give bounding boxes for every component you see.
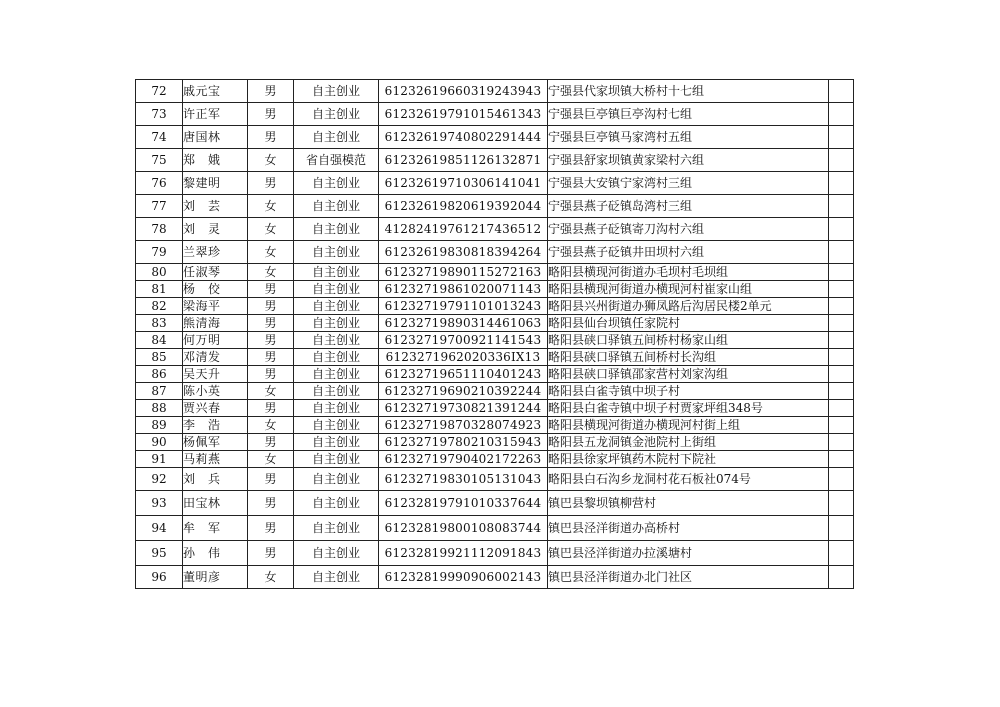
cell-row-number: 73 <box>136 103 183 126</box>
cell-person-name: 李 浩 <box>183 417 248 434</box>
cell-remarks <box>829 566 854 589</box>
cell-person-name: 唐国林 <box>183 126 248 149</box>
cell-id-number: 61232719690210392244 <box>379 383 548 400</box>
cell-remarks <box>829 400 854 417</box>
cell-remarks <box>829 349 854 366</box>
cell-remarks <box>829 434 854 451</box>
cell-row-number: 80 <box>136 264 183 281</box>
cell-gender: 男 <box>248 332 294 349</box>
table-row <box>136 566 854 589</box>
cell-gender: 男 <box>248 468 294 491</box>
cell-address: 略阳县横现河街道办横现河村崔家山组 <box>548 281 829 298</box>
cell-category: 自主创业 <box>294 195 379 218</box>
cell-category: 自主创业 <box>294 349 379 366</box>
cell-address: 略阳县兴州街道办狮凤路后沟居民楼2单元 <box>548 298 829 315</box>
cell-row-number: 74 <box>136 126 183 149</box>
cell-row-number: 89 <box>136 417 183 434</box>
cell-category: 自主创业 <box>294 332 379 349</box>
cell-row-number: 79 <box>136 241 183 264</box>
table-row <box>136 241 854 264</box>
cell-person-name: 刘 芸 <box>183 195 248 218</box>
cell-gender: 女 <box>248 149 294 172</box>
cell-person-name: 贾兴春 <box>183 400 248 417</box>
cell-remarks <box>829 451 854 468</box>
cell-person-name: 董明彦 <box>183 566 248 589</box>
cell-id-number: 61232719830105131043 <box>379 468 548 491</box>
cell-gender: 女 <box>248 241 294 264</box>
cell-person-name: 黎建明 <box>183 172 248 195</box>
cell-address: 宁强县燕子砭镇井田坝村六组 <box>548 241 829 264</box>
cell-remarks <box>829 149 854 172</box>
cell-category: 自主创业 <box>294 434 379 451</box>
cell-category: 省自强模范 <box>294 149 379 172</box>
cell-remarks <box>829 417 854 434</box>
cell-row-number: 82 <box>136 298 183 315</box>
cell-person-name: 牟 军 <box>183 516 248 541</box>
cell-remarks <box>829 126 854 149</box>
cell-remarks <box>829 491 854 516</box>
cell-gender: 男 <box>248 400 294 417</box>
cell-person-name: 马莉燕 <box>183 451 248 468</box>
cell-remarks <box>829 383 854 400</box>
cell-address: 略阳县白雀寺镇中坝子村贾家坪组348号 <box>548 400 829 417</box>
cell-gender: 男 <box>248 434 294 451</box>
cell-person-name: 刘 兵 <box>183 468 248 491</box>
cell-category: 自主创业 <box>294 516 379 541</box>
cell-row-number: 85 <box>136 349 183 366</box>
cell-row-number: 93 <box>136 491 183 516</box>
cell-address: 略阳县白石沟乡龙洞村花石板社074号 <box>548 468 829 491</box>
cell-category: 自主创业 <box>294 366 379 383</box>
cell-address: 略阳县白雀寺镇中坝子村 <box>548 383 829 400</box>
cell-row-number: 96 <box>136 566 183 589</box>
cell-person-name: 陈小英 <box>183 383 248 400</box>
cell-id-number: 61232619851126132871 <box>379 149 548 172</box>
cell-address: 镇巴县泾洋街道办高桥村 <box>548 516 829 541</box>
table-row <box>136 400 854 417</box>
table-row <box>136 149 854 172</box>
cell-row-number: 77 <box>136 195 183 218</box>
table-row <box>136 491 854 516</box>
table-row <box>136 349 854 366</box>
cell-gender: 男 <box>248 103 294 126</box>
cell-id-number: 61232619820619392044 <box>379 195 548 218</box>
table-row <box>136 218 854 241</box>
cell-remarks <box>829 103 854 126</box>
cell-row-number: 94 <box>136 516 183 541</box>
cell-person-name: 杨佩军 <box>183 434 248 451</box>
cell-remarks <box>829 366 854 383</box>
cell-id-number: 61232819791010337644 <box>379 491 548 516</box>
cell-id-number: 61232719730821391244 <box>379 400 548 417</box>
cell-gender: 男 <box>248 366 294 383</box>
roster-table <box>135 79 854 589</box>
cell-category: 自主创业 <box>294 491 379 516</box>
cell-id-number: 61232819921112091843 <box>379 541 548 566</box>
cell-gender: 女 <box>248 195 294 218</box>
cell-id-number: 61232619710306141041 <box>379 172 548 195</box>
cell-address: 略阳县仙台坝镇任家院村 <box>548 315 829 332</box>
table-row <box>136 332 854 349</box>
cell-id-number: 6123271962020336IX13 <box>379 349 548 366</box>
cell-person-name: 熊清海 <box>183 315 248 332</box>
cell-address: 略阳县横现河街道办横现河村街上组 <box>548 417 829 434</box>
cell-address: 宁强县大安镇宁家湾村三组 <box>548 172 829 195</box>
table-row <box>136 468 854 491</box>
cell-gender: 男 <box>248 172 294 195</box>
cell-id-number: 61232619740802291444 <box>379 126 548 149</box>
cell-category: 自主创业 <box>294 126 379 149</box>
table-row <box>136 126 854 149</box>
cell-row-number: 95 <box>136 541 183 566</box>
table-row <box>136 298 854 315</box>
cell-person-name: 任淑琴 <box>183 264 248 281</box>
cell-id-number: 61232619830818394264 <box>379 241 548 264</box>
cell-id-number: 61232719870328074923 <box>379 417 548 434</box>
cell-category: 自主创业 <box>294 103 379 126</box>
cell-row-number: 81 <box>136 281 183 298</box>
cell-address: 略阳县横现河街道办毛坝村毛坝组 <box>548 264 829 281</box>
cell-person-name: 杨 佼 <box>183 281 248 298</box>
cell-remarks <box>829 332 854 349</box>
cell-address: 宁强县舒家坝镇黄家梁村六组 <box>548 149 829 172</box>
table-row <box>136 281 854 298</box>
cell-remarks <box>829 218 854 241</box>
cell-id-number: 61232819990906002143 <box>379 566 548 589</box>
cell-gender: 男 <box>248 126 294 149</box>
cell-row-number: 84 <box>136 332 183 349</box>
cell-id-number: 61232719890115272163 <box>379 264 548 281</box>
cell-id-number: 61232719791101013243 <box>379 298 548 315</box>
table-row <box>136 103 854 126</box>
table-row <box>136 264 854 281</box>
cell-address: 略阳县硖口驿镇邵家营村刘家沟组 <box>548 366 829 383</box>
cell-category: 自主创业 <box>294 468 379 491</box>
cell-person-name: 许正军 <box>183 103 248 126</box>
roster-body <box>136 80 854 589</box>
cell-gender: 男 <box>248 516 294 541</box>
cell-category: 自主创业 <box>294 541 379 566</box>
cell-id-number: 61232619791015461343 <box>379 103 548 126</box>
cell-address: 宁强县巨亭镇巨亭沟村七组 <box>548 103 829 126</box>
cell-address: 宁强县燕子砭镇寄刀沟村六组 <box>548 218 829 241</box>
cell-category: 自主创业 <box>294 400 379 417</box>
cell-person-name: 郑 娥 <box>183 149 248 172</box>
cell-gender: 男 <box>248 349 294 366</box>
cell-category: 自主创业 <box>294 218 379 241</box>
cell-category: 自主创业 <box>294 264 379 281</box>
cell-address: 宁强县燕子砭镇岛湾村三组 <box>548 195 829 218</box>
cell-gender: 女 <box>248 417 294 434</box>
cell-category: 自主创业 <box>294 315 379 332</box>
cell-id-number: 61232719700921141543 <box>379 332 548 349</box>
cell-remarks <box>829 298 854 315</box>
cell-gender: 女 <box>248 451 294 468</box>
cell-gender: 男 <box>248 491 294 516</box>
table-row <box>136 80 854 103</box>
cell-person-name: 兰翠珍 <box>183 241 248 264</box>
cell-row-number: 78 <box>136 218 183 241</box>
cell-address: 略阳县硖口驿镇五间桥村长沟组 <box>548 349 829 366</box>
cell-gender: 男 <box>248 80 294 103</box>
cell-category: 自主创业 <box>294 566 379 589</box>
cell-remarks <box>829 264 854 281</box>
cell-id-number: 61232819800108083744 <box>379 516 548 541</box>
cell-remarks <box>829 172 854 195</box>
cell-id-number: 41282419761217436512 <box>379 218 548 241</box>
cell-id-number: 61232719790402172263 <box>379 451 548 468</box>
cell-person-name: 吴天升 <box>183 366 248 383</box>
cell-person-name: 戚元宝 <box>183 80 248 103</box>
cell-category: 自主创业 <box>294 417 379 434</box>
cell-row-number: 88 <box>136 400 183 417</box>
cell-remarks <box>829 195 854 218</box>
cell-address: 略阳县五龙洞镇金池院村上街组 <box>548 434 829 451</box>
cell-row-number: 72 <box>136 80 183 103</box>
cell-row-number: 92 <box>136 468 183 491</box>
cell-category: 自主创业 <box>294 80 379 103</box>
table-row <box>136 366 854 383</box>
cell-address: 宁强县巨亭镇马家湾村五组 <box>548 126 829 149</box>
cell-address: 略阳县硖口驿镇五间桥村杨家山组 <box>548 332 829 349</box>
cell-category: 自主创业 <box>294 241 379 264</box>
cell-address: 镇巴县泾洋街道办北门社区 <box>548 566 829 589</box>
cell-remarks <box>829 315 854 332</box>
cell-person-name: 刘 灵 <box>183 218 248 241</box>
cell-id-number: 61232719780210315943 <box>379 434 548 451</box>
cell-id-number: 61232719890314461063 <box>379 315 548 332</box>
cell-address: 宁强县代家坝镇大桥村十七组 <box>548 80 829 103</box>
cell-category: 自主创业 <box>294 451 379 468</box>
table-row <box>136 383 854 400</box>
cell-row-number: 76 <box>136 172 183 195</box>
cell-gender: 男 <box>248 541 294 566</box>
cell-gender: 女 <box>248 264 294 281</box>
table-row <box>136 451 854 468</box>
table-row <box>136 434 854 451</box>
cell-remarks <box>829 468 854 491</box>
cell-id-number: 61232619660319243943 <box>379 80 548 103</box>
cell-address: 镇巴县黎坝镇柳营村 <box>548 491 829 516</box>
cell-row-number: 86 <box>136 366 183 383</box>
cell-id-number: 61232719651110401243 <box>379 366 548 383</box>
table-row <box>136 541 854 566</box>
cell-address: 镇巴县泾洋街道办拉溪塘村 <box>548 541 829 566</box>
cell-id-number: 61232719861020071143 <box>379 281 548 298</box>
cell-gender: 男 <box>248 281 294 298</box>
cell-remarks <box>829 281 854 298</box>
cell-remarks <box>829 80 854 103</box>
table-row <box>136 417 854 434</box>
cell-person-name: 孙 伟 <box>183 541 248 566</box>
cell-gender: 女 <box>248 383 294 400</box>
cell-category: 自主创业 <box>294 281 379 298</box>
cell-person-name: 梁海平 <box>183 298 248 315</box>
cell-category: 自主创业 <box>294 383 379 400</box>
cell-category: 自主创业 <box>294 298 379 315</box>
table-row <box>136 516 854 541</box>
cell-category: 自主创业 <box>294 172 379 195</box>
table-row <box>136 195 854 218</box>
cell-address: 略阳县徐家坪镇药木院村下院社 <box>548 451 829 468</box>
cell-gender: 男 <box>248 298 294 315</box>
cell-remarks <box>829 516 854 541</box>
table-row <box>136 172 854 195</box>
cell-person-name: 邓清发 <box>183 349 248 366</box>
cell-gender: 男 <box>248 315 294 332</box>
cell-person-name: 田宝林 <box>183 491 248 516</box>
cell-row-number: 75 <box>136 149 183 172</box>
cell-row-number: 91 <box>136 451 183 468</box>
cell-gender: 女 <box>248 566 294 589</box>
cell-row-number: 83 <box>136 315 183 332</box>
cell-person-name: 何万明 <box>183 332 248 349</box>
cell-remarks <box>829 541 854 566</box>
cell-gender: 女 <box>248 218 294 241</box>
cell-row-number: 90 <box>136 434 183 451</box>
cell-remarks <box>829 241 854 264</box>
table-row <box>136 315 854 332</box>
cell-row-number: 87 <box>136 383 183 400</box>
